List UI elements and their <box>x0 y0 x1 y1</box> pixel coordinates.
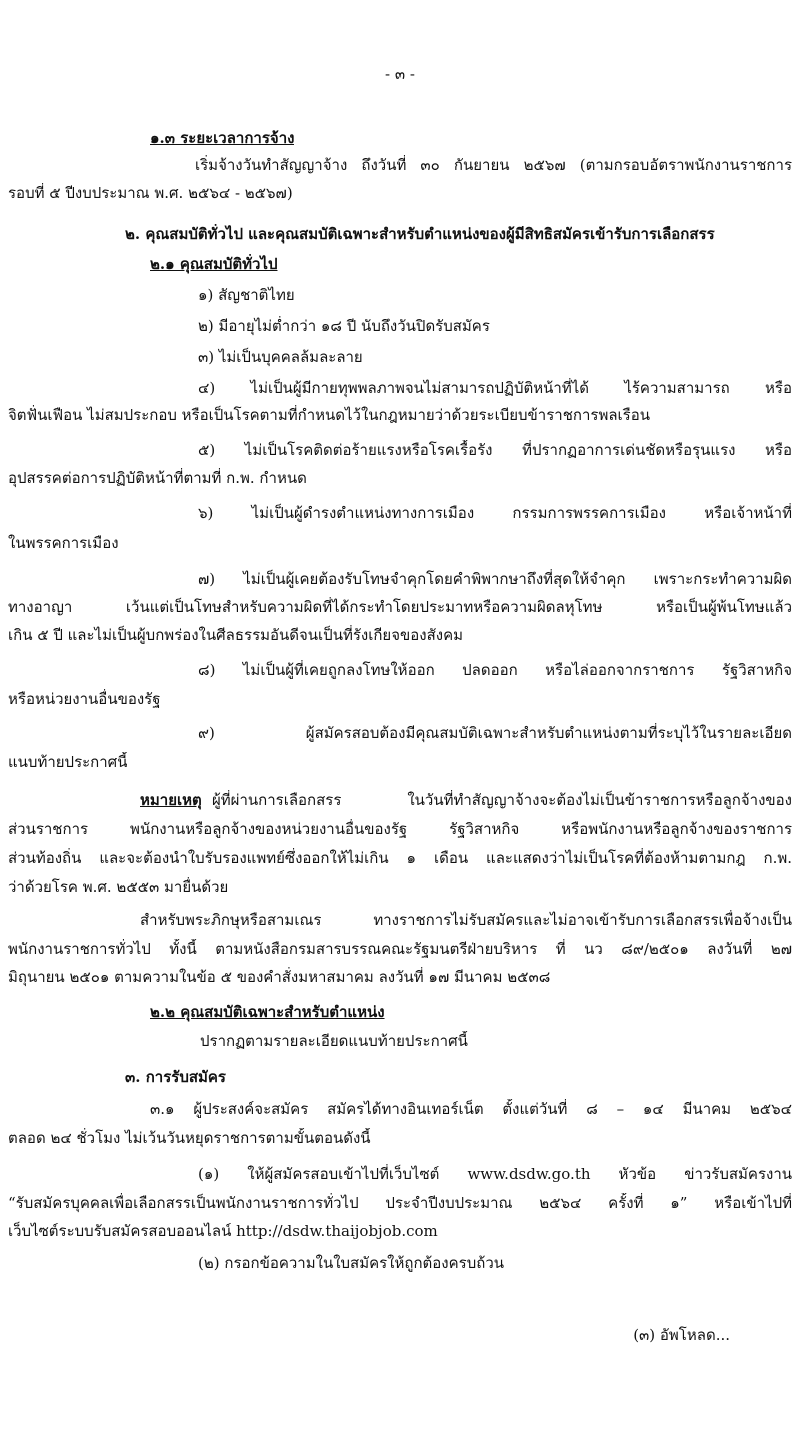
application-step-1-line-3: เว็บไซต์ระบบรับสมัครสอบออนไลน์ http://dsdw.thaijobjob.com <box>8 1222 438 1240</box>
monk-clause-line-2: พนักงานราชการทั่วไป ทั้งนี้ ตามหนังสือกรมสารบรรณคณะรัฐมนตรีฝ่ายบริหาร ที่ นว ๘๙/๒๕๐๑ ลงวันที่ ๒๗ <box>8 940 792 958</box>
qualification-item-7-line-2: ทางอาญา เว้นแต่เป็นโทษสำหรับความผิดที่ได้กระทำโดยประมาทหรือความผิดลหุโทษ หรือเป็นผู้พ้นโทษแล้ว <box>8 598 792 616</box>
monk-clause-line-3: มิถุนายน ๒๕๐๑ ตามความในข้อ ๕ ของคำสั่งมหาสมาคม ลงวันที่ ๑๗ มีนาคม ๒๕๓๘ <box>8 968 551 986</box>
qualification-item-5-line-2: อุปสรรคต่อการปฏิบัติหน้าที่ตามที่ ก.พ. กำหนด <box>8 469 307 487</box>
monk-clause-line-1: สำหรับพระภิกษุหรือสามเณร ทางราชการไม่รับสมัครและไม่อาจเข้ารับการเลือกสรรเพื่อจ้างเป็น <box>140 911 792 929</box>
qualification-item-2: ๒) มีอายุไม่ต่ำกว่า ๑๘ ปี นับถึงวันปิดรับสมัคร <box>198 317 490 335</box>
qualification-item-1: ๑) สัญชาติไทย <box>198 286 295 304</box>
section-2-heading: ๒. คุณสมบัติทั่วไป และคุณสมบัติเฉพาะสำหรับตำแหน่งของผู้มีสิทธิสมัครเข้ารับการเลือกสรร <box>125 225 715 243</box>
qualification-item-5-line-1: ๕) ไม่เป็นโรคติดต่อร้ายแรงหรือโรคเรื้อรัง ที่ปรากฏอาการเด่นชัดหรือรุนแรง หรือ <box>198 441 792 459</box>
qualification-item-6-line-1: ๖) ไม่เป็นผู้ดำรงตำแหน่งทางการเมือง กรรมการพรรคการเมือง หรือเจ้าหน้าที่ <box>198 504 792 522</box>
section-2-1-heading: ๒.๑ คุณสมบัติทั่วไป <box>150 255 278 273</box>
section-1-3-line-2: รอบที่ ๕ ปีงบประมาณ พ.ศ. ๒๕๖๔ - ๒๕๖๗) <box>8 184 293 202</box>
qualification-item-7-line-3: เกิน ๕ ปี และไม่เป็นผู้บกพร่องในศีลธรรมอันดีจนเป็นที่รังเกียจของสังคม <box>8 626 464 644</box>
section-3-1-line-1: ๓.๑ ผู้ประสงค์จะสมัคร สมัครได้ทางอินเทอร์เน็ต ตั้งแต่วันที่ ๘ – ๑๔ มีนาคม ๒๕๖๔ <box>150 1100 792 1118</box>
application-step-2: (๒) กรอกข้อความในใบสมัครให้ถูกต้องครบถ้วน <box>198 1254 504 1272</box>
note-line-4: ว่าด้วยโรค พ.ศ. ๒๕๕๓ มายื่นด้วย <box>8 878 229 896</box>
qualification-item-9-line-1: ๙) ผู้สมัครสอบต้องมีคุณสมบัติเฉพาะสำหรับตำแหน่งตามที่ระบุไว้ในรายละเอียด <box>198 724 792 742</box>
application-step-1-line-2: “รับสมัครบุคคลเพื่อเลือกสรรเป็นพนักงานราชการทั่วไป ประจำปีงบประมาณ ๒๕๖๔ ครั้งที่ ๑” หรือเข้าไปที่ <box>8 1194 792 1212</box>
section-2-2-text: ปรากฏตามรายละเอียดแนบท้ายประกาศนี้ <box>200 1032 468 1050</box>
page-number: - ๓ - <box>385 65 415 83</box>
qualification-item-8-line-2: หรือหน่วยงานอื่นของรัฐ <box>8 690 161 708</box>
qualification-item-9-line-2: แนบท้ายประกาศนี้ <box>8 753 128 771</box>
qualification-item-3: ๓) ไม่เป็นบุคคลล้มละลาย <box>198 348 363 366</box>
section-1-3-line-1: เริ่มจ้างวันทำสัญญาจ้าง ถึงวันที่ ๓๐ กันยายน ๒๕๖๗ (ตามกรอบอัตราพนักงานราชการ <box>195 156 792 174</box>
note-line-2: ส่วนราชการ พนักงานหรือลูกจ้างของหน่วยงานอื่นของรัฐ รัฐวิสาหกิจ หรือพนักงานหรือลูกจ้างของราชการ <box>8 820 792 838</box>
qualification-item-8-line-1: ๘) ไม่เป็นผู้ที่เคยถูกลงโทษให้ออก ปลดออก หรือไล่ออกจากราชการ รัฐวิสาหกิจ <box>198 661 792 679</box>
continued-marker: (๓) อัพโหลด... <box>633 1326 730 1344</box>
section-2-2-heading: ๒.๒ คุณสมบัติเฉพาะสำหรับตำแหน่ง <box>150 1003 385 1021</box>
application-step-1-line-1: (๑) ให้ผู้สมัครสอบเข้าไปที่เว็บไซต์ www.dsdw.go.th หัวข้อ ข่าวรับสมัครงาน <box>198 1165 792 1183</box>
section-1-3-heading: ๑.๓ ระยะเวลาการจ้าง <box>150 129 295 147</box>
section-3-1-line-2: ตลอด ๒๔ ชั่วโมง ไม่เว้นวันหยุดราชการตามขั้นตอนดังนี้ <box>8 1129 371 1147</box>
section-3-heading: ๓. การรับสมัคร <box>125 1068 226 1086</box>
note-label: หมายเหตุ <box>140 791 202 809</box>
qualification-item-6-line-2: ในพรรคการเมือง <box>8 534 119 552</box>
qualification-item-4-line-2: จิตฟั่นเฟือน ไม่สมประกอบ หรือเป็นโรคตามที่กำหนดไว้ในกฎหมายว่าด้วยระเบียบข้าราชการพลเรือน <box>8 406 650 424</box>
note-line-3: ส่วนท้องถิ่น และจะต้องนำใบรับรองแพทย์ซึ่งออกให้ไม่เกิน ๑ เดือน และแสดงว่าไม่เป็นโรคที่ต้องห้ามตามกฎ ก.พ. <box>8 849 792 867</box>
qualification-item-7-line-1: ๗) ไม่เป็นผู้เคยต้องรับโทษจำคุกโดยคำพิพากษาถึงที่สุดให้จำคุก เพราะกระทำความผิด <box>198 570 792 588</box>
note-line-1: ผู้ที่ผ่านการเลือกสรร ในวันที่ทำสัญญาจ้างจะต้องไม่เป็นข้าราชการหรือลูกจ้างของ <box>212 791 792 809</box>
qualification-item-4-line-1: ๔) ไม่เป็นผู้มีกายทุพพลภาพจนไม่สามารถปฏิบัติหน้าที่ได้ ไร้ความสามารถ หรือ <box>198 379 792 397</box>
